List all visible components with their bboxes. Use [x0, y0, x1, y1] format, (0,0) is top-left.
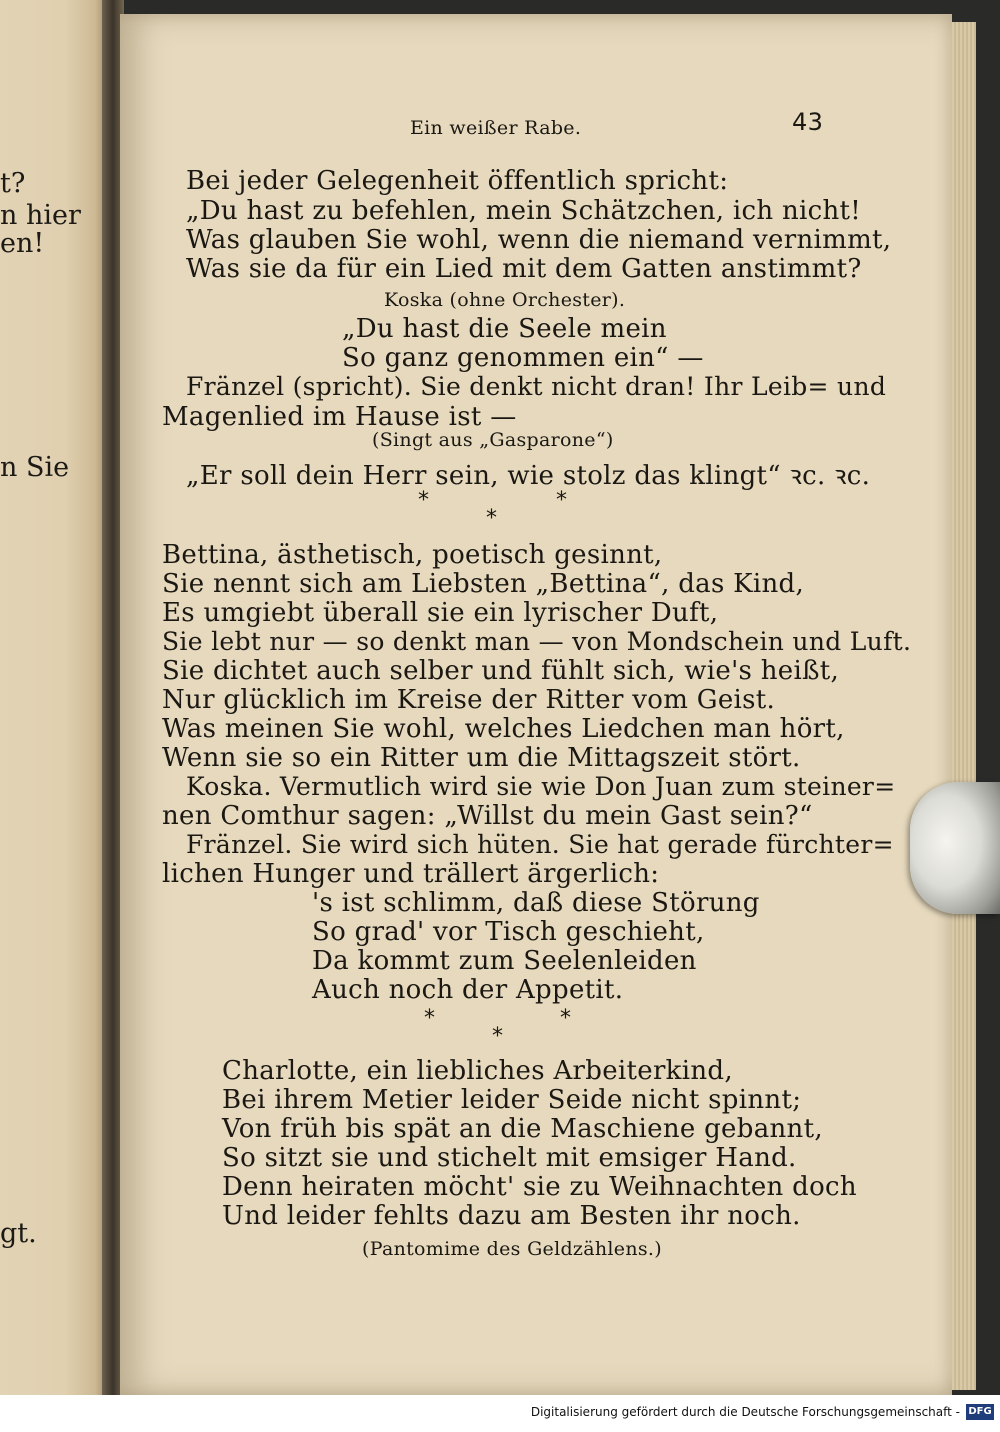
page-clip — [910, 782, 1000, 914]
text-line: Was sie da für ein Lied mit dem Gatten anstimmt? — [186, 254, 862, 284]
left-fragment: t? — [0, 168, 26, 199]
text-line: „Du hast die Seele mein — [342, 314, 667, 344]
text-line: Sie dichtet auch selber und fühlt sich, wie's heißt, — [162, 656, 840, 686]
text-line: Bettina, ästhetisch, poetisch gesinnt, — [162, 540, 663, 570]
text-line: Denn heiraten möcht' sie zu Weihnachten doch — [222, 1172, 857, 1202]
text-line: Es umgiebt überall sie ein lyrischer Duft, — [162, 598, 719, 628]
text-line: Magenlied im Hause ist — — [162, 402, 517, 432]
text-line: Sie lebt nur — so denkt man — von Mondschein und Luft. — [162, 627, 912, 656]
text-line: Was glauben Sie wohl, wenn die niemand vernimmt, — [186, 225, 892, 255]
text-line: So sitzt sie und stichelt mit emsiger Hand. — [222, 1143, 797, 1173]
section-star: * — [424, 1006, 435, 1031]
left-fragment: en! — [0, 228, 45, 259]
speaker-line: Koska (ohne Orchester). — [384, 289, 626, 311]
text-line: Bei ihrem Metier leider Seide nicht spinnt; — [222, 1085, 802, 1115]
left-page — [0, 0, 108, 1395]
text-line: Sie nennt sich am Liebsten „Bettina“, das Kind, — [162, 569, 805, 599]
text-line: Wenn sie so ein Ritter um die Mittagszeit stört. — [162, 743, 801, 773]
page-edges — [952, 22, 976, 1390]
section-star: * — [492, 1024, 503, 1049]
text-line: So ganz genommen ein“ — — [342, 343, 704, 373]
text-line: nen Comthur sagen: „Willst du mein Gast sein?“ — [162, 801, 813, 831]
page-number: 43 — [792, 108, 824, 136]
stage-direction: (Pantomime des Geldzählens.) — [362, 1238, 662, 1260]
left-fragment: n hier — [0, 200, 81, 231]
text-line: „Du hast zu befehlen, mein Schätzchen, ich nicht! — [186, 196, 862, 226]
footer-credit: Digitalisierung gefördert durch die Deutsche Forschungsgemeinschaft - — [530, 1405, 960, 1419]
text-line: lichen Hunger und trällert ärgerlich: — [162, 859, 660, 889]
speaker-line: Fränzel. Sie wird sich hüten. Sie hat gerade fürchter= — [186, 830, 894, 859]
section-star: * — [486, 506, 497, 531]
text-line: 's ist schlimm, daß diese Störung — [312, 888, 760, 918]
section-star: * — [418, 488, 429, 513]
dfg-logo: DFG — [966, 1404, 994, 1420]
text-line: So grad' vor Tisch geschieht, — [312, 917, 705, 947]
left-fragment: gt. — [0, 1218, 37, 1249]
text-line: Auch noch der Appetit. — [312, 975, 624, 1005]
left-fragment: n Sie — [0, 452, 70, 483]
stage-direction: (Singt aus „Gasparone“) — [372, 429, 614, 451]
text-line: Charlotte, ein liebliches Arbeiterkind, — [222, 1056, 733, 1086]
speaker-line: Fränzel (spricht). Sie denkt nicht dran! Ihr Leib= und — [186, 372, 887, 401]
text-line: Bei jeder Gelegenheit öffentlich spricht: — [186, 166, 729, 196]
footer-bar — [0, 1395, 1000, 1432]
text-line: Von früh bis spät an die Maschiene gebannt, — [222, 1114, 823, 1144]
text-line: „Er soll dein Herr sein, wie stolz das klingt“ ꝛc. ꝛc. — [186, 461, 871, 491]
text-line: Nur glücklich im Kreise der Ritter vom Geist. — [162, 685, 776, 715]
text-line: Da kommt zum Seelenleiden — [312, 946, 697, 976]
text-line: Und leider fehlts dazu am Besten ihr noch. — [222, 1201, 801, 1231]
text-line: Was meinen Sie wohl, welches Liedchen man hört, — [162, 714, 845, 744]
speaker-line: Koska. Vermutlich wird sie wie Don Juan zum steiner= — [186, 772, 896, 801]
running-head: Ein weißer Rabe. — [410, 117, 582, 139]
section-star: * — [560, 1006, 571, 1031]
section-star: * — [556, 488, 567, 513]
